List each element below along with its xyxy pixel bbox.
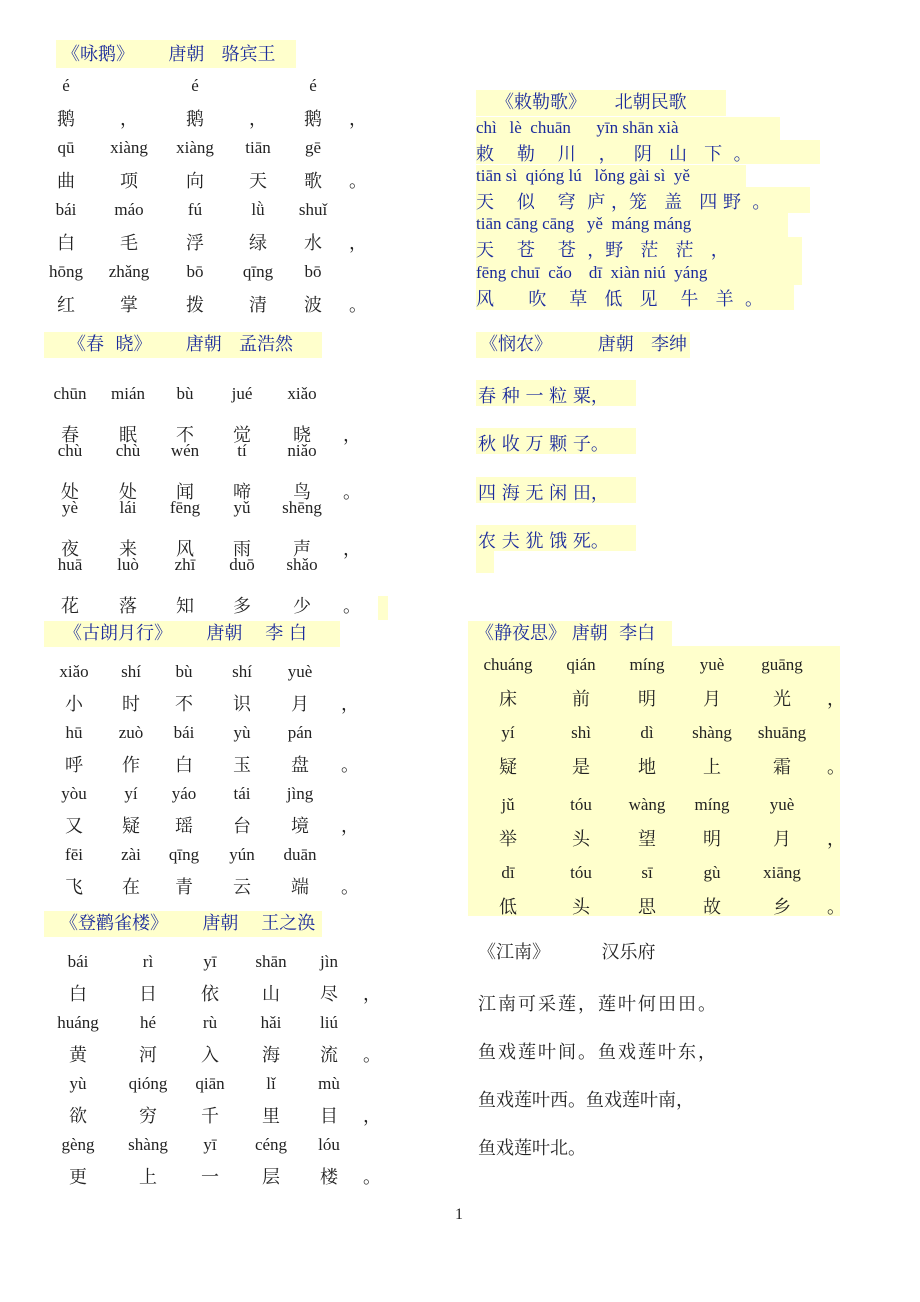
poem7-hanzi-cell: 白	[69, 984, 87, 1005]
poem5-pinyin-cell: shí	[232, 662, 252, 681]
poem5-hanzi-cell: 疑	[122, 816, 140, 837]
poem6-pinyin-cell: guāng	[761, 655, 803, 674]
poem6-hanzi-cell: 地	[638, 757, 656, 778]
poem6-hanzi-cell: 望	[638, 829, 656, 850]
poem5-hanzi-cell: 飞	[65, 877, 83, 898]
poem6-hanzi-cell: 乡	[773, 897, 791, 918]
poem2-pinyin-line: chì lè chuān yīn shān xià	[476, 118, 679, 137]
poem5-hanzi-cell: 又	[65, 816, 83, 837]
poem6-hanzi-cell: 霜	[773, 757, 791, 778]
poem3-pinyin-cell: xiǎo	[287, 384, 317, 403]
poem8-line: 鱼戏莲叶间。鱼戏莲叶东，	[478, 1042, 718, 1063]
poem3-pinyin-cell: jué	[231, 384, 253, 403]
poem5-pinyin-cell: pán	[287, 723, 313, 742]
poem5-pinyin-cell: yí	[124, 784, 138, 803]
poem3-hanzi-cell: 花	[61, 596, 79, 617]
poem6-hanzi-cell: 光	[773, 689, 791, 710]
poem2-pinyin-line: fēng chuī cǎo dī xiàn niú yáng	[476, 263, 708, 282]
poem5-hanzi-cell: 云	[233, 877, 251, 898]
poem7-hanzi-cell: 黄	[69, 1045, 87, 1066]
poem1-hanzi-cell: 波	[304, 295, 322, 316]
poem5-hanzi-cell: 时	[122, 694, 140, 715]
poem3-hanzi-cell: 。	[343, 482, 361, 503]
poem1-pinyin-cell: é	[191, 76, 199, 95]
poem7-hanzi-cell: ，	[363, 1106, 381, 1127]
poem6-hanzi-cell: ，	[827, 689, 845, 710]
poem3-hanzi-cell: 啼	[233, 482, 251, 503]
poem6-pinyin-cell: dī	[501, 863, 515, 882]
poem3-hanzi-cell: ，	[343, 539, 361, 560]
poem6-hanzi-cell: 上	[703, 757, 721, 778]
poem6-pinyin-cell: qián	[566, 655, 596, 674]
poem1-hanzi-cell: 清	[249, 295, 267, 316]
poem2-pinyin-line: tiān cāng cāng yě máng máng	[476, 214, 692, 233]
poem4-mark-bg	[476, 551, 494, 573]
poem3-pinyin-cell: wén	[170, 441, 200, 460]
poem8-title: 《江南》 汉乐府	[478, 942, 656, 963]
poem3-pinyin-cell: niǎo	[287, 441, 317, 460]
poem5-pinyin-cell: duān	[283, 845, 317, 864]
poem6-hanzi-cell: 床	[499, 689, 517, 710]
poem7-pinyin-cell: céng	[254, 1135, 288, 1154]
poem2-hanzi-line: 天 似 穹 庐 ，笼 盖 四 野 。	[476, 192, 771, 213]
poem1-pinyin-cell: qū	[57, 138, 75, 157]
poem5-pinyin-cell: jìng	[286, 784, 314, 803]
poem1-pinyin-cell: zhǎng	[108, 262, 150, 281]
poem3-hanzi-cell: 来	[119, 539, 137, 560]
poem7-hanzi-cell: 。	[363, 1167, 381, 1188]
poem5-pinyin-cell: bái	[173, 723, 195, 742]
poem1-hanzi-cell: 鹅	[57, 109, 75, 130]
poem3-hanzi-cell: 夜	[61, 539, 79, 560]
poem1-hanzi-cell: 浮	[186, 233, 204, 254]
poem3-hanzi-cell: 。	[343, 596, 361, 617]
poem5-hanzi-cell: 。	[341, 877, 359, 898]
poem3-hanzi-cell: 觉	[233, 425, 251, 446]
poem7-pinyin-cell: yī	[203, 952, 217, 971]
poem1-pinyin-cell: xiàng	[176, 138, 214, 157]
poem3-pinyin-cell: bù	[176, 384, 194, 403]
poem8-line: 鱼戏莲叶西。鱼戏莲叶南，	[478, 1090, 694, 1111]
poem4-line: 农 夫 犹 饿 死。	[478, 531, 609, 552]
poem3-hanzi-cell: ，	[343, 425, 361, 446]
poem5-pinyin-cell: zài	[121, 845, 141, 864]
poem8-line: 江南可采莲，莲叶何田田。	[478, 994, 718, 1015]
poem1-hanzi-cell: 鹅	[186, 109, 204, 130]
poem3-hanzi-cell: 眠	[119, 425, 137, 446]
poem6-pinyin-cell: míng	[629, 655, 665, 674]
poem7-pinyin-cell: lǐ	[266, 1074, 276, 1093]
poem6-hanzi-cell: 故	[703, 897, 721, 918]
poem1-pinyin-cell: hōng	[49, 262, 83, 281]
poem7-hanzi-cell: 穷	[139, 1106, 157, 1127]
poem3-hanzi-cell: 处	[61, 482, 79, 503]
poem5-pinyin-cell: yù	[233, 723, 251, 742]
poem1-hanzi-cell: 项	[120, 171, 138, 192]
poem6-hanzi-cell: 思	[638, 897, 656, 918]
poem6-hanzi-cell: 头	[572, 829, 590, 850]
poem7-hanzi-cell: 流	[320, 1045, 338, 1066]
poem6-pinyin-cell: jǔ	[501, 795, 515, 814]
poem3-hanzi-cell: 闻	[176, 482, 194, 503]
poem1-hanzi-cell: ，	[349, 109, 367, 130]
poem7-hanzi-cell: 里	[262, 1106, 280, 1127]
poem6-hanzi-cell: 举	[499, 829, 517, 850]
poem7-hanzi-cell: 山	[262, 984, 280, 1005]
poem5-pinyin-cell: zuò	[118, 723, 144, 742]
poem3-pinyin-cell: shēng	[282, 498, 322, 517]
poem5-pinyin-cell: yòu	[61, 784, 87, 803]
poem6-title: 《静夜思》 唐朝 李白	[476, 623, 656, 644]
poem1-hanzi-cell: 毛	[120, 233, 138, 254]
poem3-hanzi-cell: 春	[61, 425, 79, 446]
poem5-hanzi-cell: 青	[175, 877, 193, 898]
poem7-hanzi-cell: 一	[201, 1167, 219, 1188]
poem5-pinyin-cell: yuè	[287, 662, 313, 681]
poem3-pinyin-cell: chù	[57, 441, 83, 460]
poem6-hanzi-cell: ，	[827, 829, 845, 850]
poem3-pinyin-cell: fēng	[169, 498, 201, 517]
poem5-hanzi-cell: ，	[341, 816, 359, 837]
poem7-pinyin-cell: qiān	[195, 1074, 225, 1093]
poem5-pinyin-cell: shí	[121, 662, 141, 681]
poem6-pinyin-cell: sī	[641, 863, 653, 882]
poem7-hanzi-cell: 日	[139, 984, 157, 1005]
poem6-pinyin-cell: yuè	[769, 795, 795, 814]
poem6-pinyin-cell: shì	[571, 723, 591, 742]
poem6-pinyin-cell: dì	[640, 723, 654, 742]
poem5-pinyin-cell: hū	[65, 723, 83, 742]
page-number: 1	[455, 1206, 463, 1223]
poem3-pinyin-cell: luò	[117, 555, 139, 574]
poem7-pinyin-cell: qióng	[128, 1074, 168, 1093]
poem5-hanzi-cell: 作	[122, 755, 140, 776]
poem3-hanzi-cell: 声	[293, 539, 311, 560]
poem1-hanzi-cell: 鹅	[304, 109, 322, 130]
poem1-pinyin-cell: bái	[55, 200, 77, 219]
poem3-hanzi-cell: 雨	[233, 539, 251, 560]
poem1-pinyin-cell: fú	[187, 200, 203, 219]
poem1-hanzi-cell: 曲	[57, 171, 75, 192]
poem6-hanzi-cell: 明	[703, 829, 721, 850]
poem3-hanzi-cell: 知	[176, 596, 194, 617]
poem5-pinyin-cell: yún	[229, 845, 255, 864]
poem6-pinyin-cell: xiāng	[763, 863, 801, 882]
poem7-hanzi-cell: 海	[262, 1045, 280, 1066]
poem1-pinyin-cell: bō	[304, 262, 322, 281]
poem6-pinyin-cell: tóu	[570, 795, 592, 814]
poem3-pinyin-cell: tí	[237, 441, 247, 460]
poem5-hanzi-cell: 小	[65, 694, 83, 715]
poem6-hanzi-cell: 疑	[499, 757, 517, 778]
poem3-pinyin-cell: lái	[119, 498, 137, 517]
poem5-pinyin-cell: xiǎo	[59, 662, 89, 681]
poem7-pinyin-cell: shàng	[128, 1135, 168, 1154]
poem7-pinyin-cell: liú	[320, 1013, 338, 1032]
poem5-hanzi-cell: 台	[233, 816, 251, 837]
poem1-pinyin-cell: xiàng	[110, 138, 148, 157]
poem3-hanzi-cell: 不	[176, 425, 194, 446]
poem5-hanzi-cell: 境	[291, 816, 309, 837]
poem3-hanzi-cell: 风	[176, 539, 194, 560]
poem6-pinyin-cell: gù	[703, 863, 721, 882]
poem1-pinyin-cell: máo	[114, 200, 144, 219]
poem5-pinyin-cell: qīng	[168, 845, 200, 864]
poem1-hanzi-cell: 水	[304, 233, 322, 254]
poem4-line: 春 种 一 粒 粟，	[478, 386, 609, 407]
poem2-pinyin-line: tiān sì qióng lú lǒng gài sì yě	[476, 166, 690, 185]
poem3-pinyin-cell: chù	[115, 441, 141, 460]
poem3-pinyin-cell: shǎo	[286, 555, 318, 574]
poem1-hanzi-cell: 掌	[120, 295, 138, 316]
poem7-hanzi-cell: 河	[139, 1045, 157, 1066]
poem3-pinyin-cell: chūn	[53, 384, 87, 403]
poem1-title: 《咏鹅》 唐朝 骆宾王	[62, 44, 276, 65]
poem7-hanzi-cell: 千	[201, 1106, 219, 1127]
poem5-hanzi-cell: 在	[122, 877, 140, 898]
poem5-hanzi-cell: ，	[341, 694, 359, 715]
poem1-hanzi-cell: 。	[349, 171, 367, 192]
poem5-pinyin-cell: yáo	[171, 784, 197, 803]
poem5-hanzi-cell: 月	[291, 694, 309, 715]
poem1-pinyin-cell: bō	[186, 262, 204, 281]
poem7-pinyin-cell: shān	[255, 952, 287, 971]
poem6-pinyin-cell: wàng	[628, 795, 666, 814]
poem7-hanzi-cell: 上	[139, 1167, 157, 1188]
poem3-pinyin-cell: yǔ	[233, 498, 251, 517]
poem7-hanzi-cell: ，	[363, 984, 381, 1005]
poem7-hanzi-cell: 尽	[320, 984, 338, 1005]
poem7-hanzi-cell: 。	[363, 1045, 381, 1066]
poem7-pinyin-cell: yù	[69, 1074, 87, 1093]
poem1-hanzi-cell: 白	[57, 233, 75, 254]
poem6-pinyin-cell: chuáng	[483, 655, 533, 674]
poem6-pinyin-cell: yuè	[699, 655, 725, 674]
poem7-hanzi-cell: 楼	[320, 1167, 338, 1188]
poem1-pinyin-cell: é	[309, 76, 317, 95]
poem1-hanzi-cell: 红	[57, 295, 75, 316]
poem5-hanzi-cell: 端	[291, 877, 309, 898]
poem3-hanzi-cell: 少	[293, 596, 311, 617]
poem6-hanzi-cell: 明	[638, 689, 656, 710]
poem3-hanzi-cell: 处	[119, 482, 137, 503]
poem3-pinyin-cell: yè	[61, 498, 79, 517]
poem5-pinyin-cell: bù	[175, 662, 193, 681]
poem3-pinyin-cell: duō	[229, 555, 255, 574]
poem7-pinyin-cell: mù	[318, 1074, 340, 1093]
poem1-hanzi-cell: ，	[120, 109, 138, 130]
poem6-pinyin-cell: tóu	[570, 863, 592, 882]
poem1-hanzi-cell: 向	[186, 171, 204, 192]
poem4-line: 四 海 无 闲 田，	[478, 483, 609, 504]
poem6-hanzi-cell: 。	[827, 897, 845, 918]
poem6-hanzi-cell: 月	[773, 829, 791, 850]
poem4-line: 秋 收 万 颗 子。	[478, 434, 609, 455]
poem6-hanzi-cell: 前	[572, 689, 590, 710]
poem3-pinyin-cell: mián	[111, 384, 145, 403]
poem1-hanzi-cell: ，	[349, 233, 367, 254]
poem7-pinyin-cell: lóu	[318, 1135, 340, 1154]
poem5-hanzi-cell: 呼	[65, 755, 83, 776]
poem6-pinyin-cell: míng	[694, 795, 730, 814]
poem3-hanzi-cell: 晓	[293, 425, 311, 446]
poem7-hanzi-cell: 依	[201, 984, 219, 1005]
poem5-hanzi-cell: 不	[175, 694, 193, 715]
poem5-hanzi-cell: 瑶	[175, 816, 193, 837]
poem5-hanzi-cell: 玉	[233, 755, 251, 776]
poem1-pinyin-cell: lǜ	[251, 200, 265, 219]
poem5-pinyin-cell: tái	[233, 784, 251, 803]
poem1-pinyin-cell: qīng	[242, 262, 274, 281]
poem7-hanzi-cell: 目	[320, 1106, 338, 1127]
poem6-hanzi-cell: 头	[572, 897, 590, 918]
poem3-pinyin-cell: zhī	[174, 555, 196, 574]
poem7-hanzi-cell: 入	[201, 1045, 219, 1066]
poem7-pinyin-cell: gèng	[61, 1135, 95, 1154]
poem5-hanzi-cell: 。	[341, 755, 359, 776]
poem5-title: 《古朗月行》 唐朝 李 白	[64, 623, 307, 644]
poem7-hanzi-cell: 层	[262, 1167, 280, 1188]
poem5-pinyin-cell: fēi	[65, 845, 83, 864]
poem3-hanzi-cell: 鸟	[293, 482, 311, 503]
poem6-hanzi-cell: 月	[703, 689, 721, 710]
poem1-pinyin-cell: shuǐ	[298, 200, 328, 219]
poem3-hanzi-cell: 多	[233, 596, 251, 617]
poem7-title: 《登鹳雀楼》 唐朝 王之涣	[60, 913, 316, 934]
poem4-title: 《悯农》 唐朝 李绅	[480, 334, 687, 355]
poem7-pinyin-cell: rù	[202, 1013, 218, 1032]
poem7-pinyin-cell: hé	[139, 1013, 157, 1032]
poem6-pinyin-cell: shàng	[692, 723, 732, 742]
poem3-title: 《春 晓》 唐朝 孟浩然	[68, 334, 293, 355]
poem3-pinyin-cell: huā	[57, 555, 83, 574]
poem1-hanzi-cell: 歌	[304, 171, 322, 192]
poem2-hanzi-line: 敕 勒 川 ， 阴 山 下 。	[476, 144, 752, 165]
poem1-hanzi-cell: 拨	[186, 295, 204, 316]
poem7-hanzi-cell: 欲	[69, 1106, 87, 1127]
poem1-hanzi-cell: 绿	[249, 233, 267, 254]
poem1-pinyin-cell: gē	[304, 138, 322, 157]
poem5-hanzi-cell: 盘	[291, 755, 309, 776]
poem3-hanzi-cell: 落	[119, 596, 137, 617]
poem6-hanzi-cell: 是	[572, 757, 590, 778]
poem2-hanzi-line: 天 苍 苍 ，野 茫 茫 ，	[476, 240, 729, 261]
poem7-pinyin-cell: yī	[203, 1135, 217, 1154]
poem5-hanzi-cell: 识	[233, 694, 251, 715]
poem2-hanzi-line: 风 吹 草 低 见 牛 羊 。	[476, 289, 764, 310]
poem1-hanzi-cell: ，	[249, 109, 267, 130]
poem6-pinyin-cell: shuāng	[757, 723, 807, 742]
poem7-pinyin-cell: hǎi	[260, 1013, 282, 1032]
poem7-hanzi-cell: 更	[69, 1167, 87, 1188]
poem7-pinyin-cell: huáng	[57, 1013, 99, 1032]
poem6-hanzi-cell: 。	[827, 757, 845, 778]
poem7-pinyin-cell: rì	[142, 952, 154, 971]
poem5-hanzi-cell: 白	[175, 755, 193, 776]
poem1-hanzi-cell: 天	[249, 171, 267, 192]
poem6-hanzi-cell: 低	[499, 897, 517, 918]
poem2-title: 《敕勒歌》 北朝民歌	[496, 92, 687, 113]
poem1-pinyin-cell: tiān	[245, 138, 271, 157]
poem1-pinyin-cell: é	[62, 76, 70, 95]
poem6-pinyin-cell: yí	[501, 723, 515, 742]
poem7-pinyin-cell: jìn	[320, 952, 338, 971]
poem1-hanzi-cell: 。	[349, 295, 367, 316]
poem8-line: 鱼戏莲叶北。	[478, 1138, 586, 1159]
poem7-pinyin-cell: bái	[67, 952, 89, 971]
